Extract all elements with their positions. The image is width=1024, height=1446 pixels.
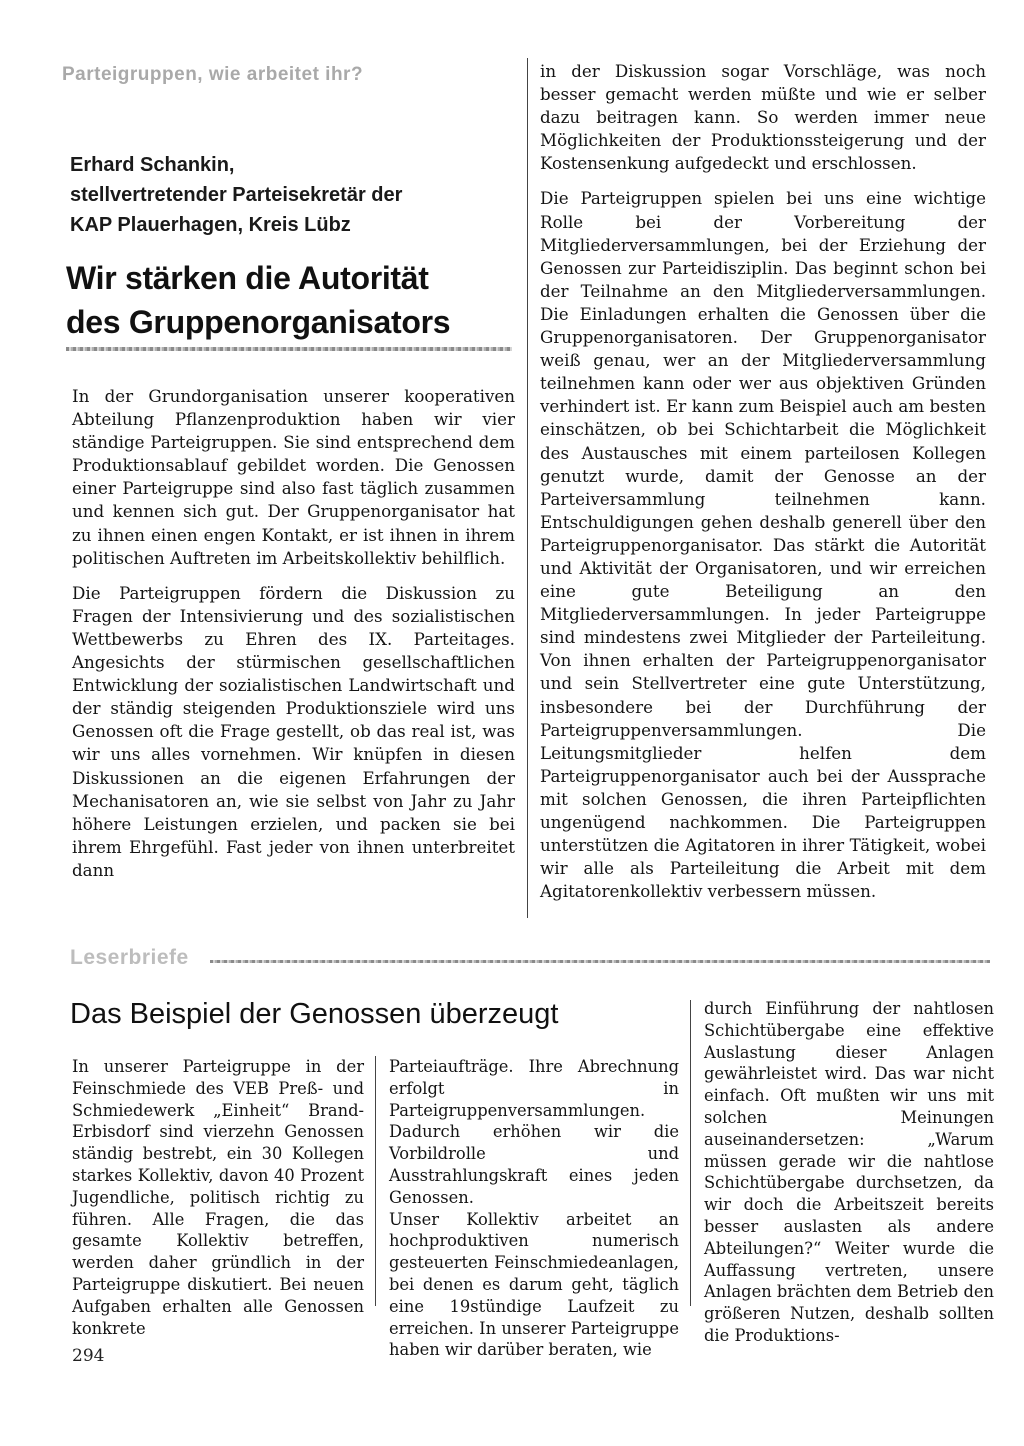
section-kicker: Parteigruppen, wie arbeitet ihr? bbox=[62, 64, 364, 85]
column-divider bbox=[527, 58, 528, 918]
author-block bbox=[70, 150, 520, 240]
author-organization: KAP Plauerhagen, Kreis Lübz bbox=[70, 214, 351, 236]
section-rule bbox=[210, 960, 990, 963]
paragraph: Unser Kollektiv arbeitet an hochproduktiven numerisch gesteuerten Feinschmiedeanlagen, bei denen es darum geht, täglich eine 19stündige Laufzeit zu erreichen. In unserer Parteigruppe haben wir darüber beraten, wie bbox=[389, 1209, 679, 1360]
paragraph: In unserer Parteigruppe in der Feinschmiede des VEB Preß- und Schmiedewerk „Einheit“ Brand-Erbisdorf sind vierzehn Genossen ständig bestrebt, ein 30 Kollegen starkes Kollektiv, davon 40 Prozent Jugendliche, politisch richtig zu führen. Alle Fragen, die das gesamte Kollektiv betreffen, werden daher gründlich in der Parteigruppe diskutiert. Bei neuen Aufgaben erhalten alle Genossen konkrete bbox=[72, 1057, 364, 1338]
author-role: stellvertretender Parteisekretär der bbox=[70, 184, 403, 206]
section-label: Leserbriefe bbox=[70, 946, 189, 969]
author-name: Erhard Schankin, bbox=[70, 154, 235, 176]
paragraph: Parteiaufträge. Ihre Abrechnung erfolgt in Parteigruppenversammlungen. Dadurch erhöhen wir die Vorbildrolle und Ausstrahlungskraft eines jeden Genossen. bbox=[389, 1057, 679, 1207]
page-number: 294 bbox=[72, 1346, 105, 1366]
letter-column-2 bbox=[389, 1056, 679, 1361]
article-column-right bbox=[540, 60, 986, 915]
column-divider bbox=[375, 1056, 376, 1306]
article-column-left bbox=[72, 385, 515, 894]
headline-line-2: des Gruppenorganisators bbox=[66, 304, 451, 340]
column-divider bbox=[690, 1000, 691, 1306]
paragraph: Die Parteigruppen spielen bei uns eine wichtige Rolle bei der Vorbereitung der Mitgliederversammlungen, bei der Erziehung der Genossen zur Parteidisziplin. Das beginnt schon bei der Teilnahme an den Mitgliederversammlungen. Die Einladungen erhalten die Genossen über die Gruppenorganisatoren. Der Gruppenorganisator weiß genau, wer an der Mitgliederversammlung teilnehmen kann oder wer aus objektiven Gründen verhindert ist. Er kann zum Beispiel auch am besten einschätzen, ob bei Schichtarbeit die Möglichkeit des Austausches mit einem parteilosen Kollegen genutzt wurde, damit der Genosse an der Parteiversammlung teilnehmen kann. Entschuldigungen gehen deshalb generell über den Parteigruppenorganisator. Das stärkt die Autorität und Aktivität der Organisatoren, und wir erreichen eine gute Beteiligung an den Mitgliederversammlungen. In jeder Parteigruppe sind mindestens zwei Mitglieder der Parteileitung. Von ihnen erhalten der Parteigruppenorganisator und sein Stellvertreter eine gute Unterstützung, insbesondere bei der Durchführung der Parteigruppenversammlungen. Die Leitungsmitglieder helfen dem Parteigruppenorganisator auch bei der Aussprache mit solchen Genossen, die ihren Parteipflichten ungenügend nachkommen. Die Parteigruppen unterstützen die Agitatoren in ihrer Tätigkeit, wobei wir alle als Parteileitung die Arbeit mit dem Agitatorenkollektiv verbessern müssen. bbox=[540, 188, 986, 902]
letter-column-1 bbox=[72, 1056, 364, 1339]
letter-column-3 bbox=[704, 998, 994, 1347]
letter-headline: Das Beispiel der Genossen überzeugt bbox=[70, 998, 559, 1030]
paragraph: Die Parteigruppen fördern die Diskussion zu Fragen der Intensivierung und des sozialistischen Wettbewerbs zu Ehren des IX. Parteitages. Angesichts der stürmischen gesellschaftlichen Entwicklung der sozialistischen Landwirtschaft und der ständig steigenden Produktionsziele wird uns Genossen oft die Frage gestellt, ob das real ist, was wir uns alles vornehmen. Wir knüpfen in diesen Diskussionen an die eigenen Erfahrungen der Mechanisatoren an, wie sie selbst von Jahr zu Jahr höhere Leistungen erzielen, und packen sie bei ihrem Ehrgefühl. Fast jeder von ihnen unterbreitet dann bbox=[72, 582, 515, 880]
headline-underline bbox=[66, 347, 512, 351]
paragraph: In der Grundorganisation unserer kooperativen Abteilung Pflanzenproduktion haben wir vier ständige Parteigruppen. Sie sind entsprechend dem Produktionsablauf gebildet worden. Die Genossen einer Parteigruppe sind also fast täglich zusammen und kennen sich gut. Der Gruppenorganisator hat zu ihnen einen engen Kontakt, er ist ihnen in ihrem politischen Auftreten im Arbeitskollektiv behilflich. bbox=[72, 386, 515, 568]
headline-line-1: Wir stärken die Autorität bbox=[66, 260, 429, 296]
paragraph: durch Einführung der nahtlosen Schichtübergabe eine effektive Auslastung dieser Anlagen gewährleistet wird. Das war nicht einfach. Oft mußten wir uns mit solchen Meinungen auseinandersetzen: „Warum müssen gerade wir die nahtlose Schichtübergabe durchsetzen, da wir doch die Arbeitszeit bereits besser auslasten als andere Abteilungen?“ Weiter wurde die Auffassung vertreten, unsere Anlagen brächten dem Betrieb den größeren Nutzen, deshalb sollten die Produktions- bbox=[704, 999, 994, 1345]
paragraph: in der Diskussion sogar Vorschläge, was noch besser gemacht werden müßte und wie er selber dazu beitragen kann. So werden immer neue Möglichkeiten der Produktionssteigerung und der Kostensenkung aufgedeckt und erschlossen. bbox=[540, 61, 986, 174]
article-headline bbox=[66, 256, 526, 344]
